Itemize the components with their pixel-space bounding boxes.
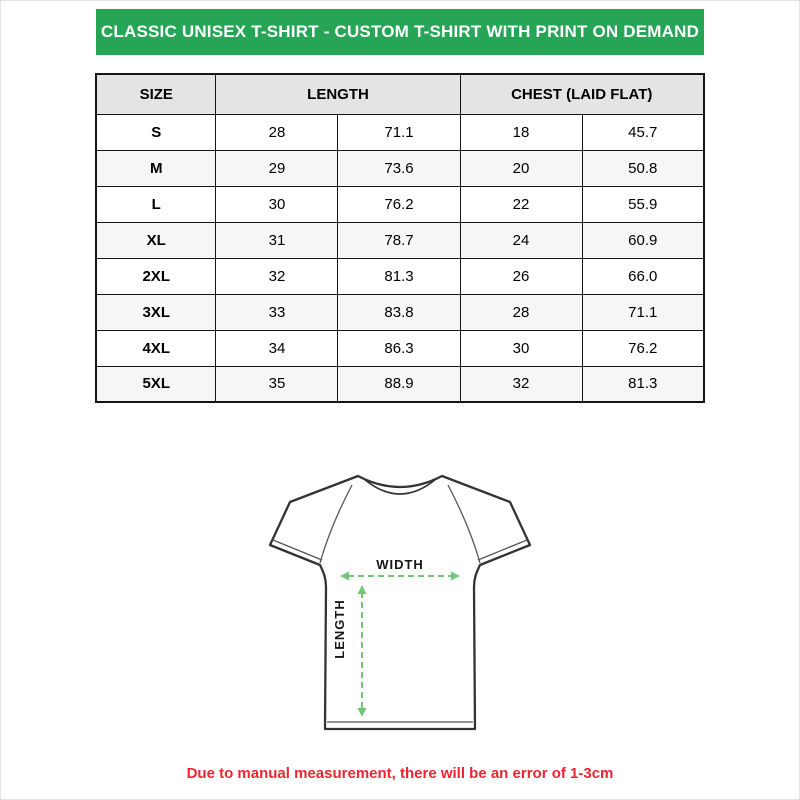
chest-in-cell: 30 (460, 330, 582, 366)
size-cell: 4XL (96, 330, 216, 366)
length-cm-cell: 73.6 (338, 150, 460, 186)
column-header-length: LENGTH (216, 74, 460, 114)
chest-cm-cell: 45.7 (582, 114, 704, 150)
length-in-cell: 30 (216, 186, 338, 222)
width-label: WIDTH (376, 557, 424, 572)
tshirt-measurement-diagram (1, 449, 799, 749)
page-title: CLASSIC UNISEX T-SHIRT - CUSTOM T-SHIRT WITH PRINT ON DEMAND (100, 22, 700, 41)
table-row (96, 150, 704, 186)
length-in-cell: 32 (216, 258, 338, 294)
table-row (96, 114, 704, 150)
tshirt-outline (270, 476, 530, 729)
chest-cm-cell: 71.1 (582, 294, 704, 330)
chest-cm-cell: 55.9 (582, 186, 704, 222)
size-cell: L (96, 186, 216, 222)
column-header-size: SIZE (96, 74, 216, 114)
length-cm-cell: 88.9 (338, 366, 460, 402)
table-row (96, 294, 704, 330)
chest-cm-cell: 81.3 (582, 366, 704, 402)
chest-cm-cell: 60.9 (582, 222, 704, 258)
length-in-cell: 33 (216, 294, 338, 330)
table-header-row (96, 74, 704, 114)
size-chart-table (95, 73, 705, 403)
length-cm-cell: 86.3 (338, 330, 460, 366)
chest-in-cell: 24 (460, 222, 582, 258)
chest-in-cell: 22 (460, 186, 582, 222)
length-cm-cell: 78.7 (338, 222, 460, 258)
length-in-cell: 35 (216, 366, 338, 402)
column-header-chest: CHEST (LAID FLAT) (460, 74, 704, 114)
length-cm-cell: 83.8 (338, 294, 460, 330)
chest-in-cell: 32 (460, 366, 582, 402)
size-cell: 2XL (96, 258, 216, 294)
length-in-cell: 34 (216, 330, 338, 366)
chest-cm-cell: 76.2 (582, 330, 704, 366)
measurement-note: Due to manual measurement, there will be an error of 1-3cm (186, 765, 614, 782)
length-in-cell: 29 (216, 150, 338, 186)
length-in-cell: 31 (216, 222, 338, 258)
size-cell: M (96, 150, 216, 186)
size-cell: 5XL (96, 366, 216, 402)
length-cm-cell: 71.1 (338, 114, 460, 150)
size-cell: 3XL (96, 294, 216, 330)
table-row (96, 258, 704, 294)
tshirt-diagram-svg (240, 449, 560, 749)
length-cm-cell: 76.2 (338, 186, 460, 222)
table-row (96, 330, 704, 366)
length-label: LENGTH (332, 599, 347, 659)
length-in-cell: 28 (216, 114, 338, 150)
chest-in-cell: 20 (460, 150, 582, 186)
chest-in-cell: 26 (460, 258, 582, 294)
chest-cm-cell: 50.8 (582, 150, 704, 186)
table-row (96, 366, 704, 402)
table-row (96, 186, 704, 222)
chest-in-cell: 18 (460, 114, 582, 150)
length-cm-cell: 81.3 (338, 258, 460, 294)
title-banner (96, 9, 704, 55)
chest-in-cell: 28 (460, 294, 582, 330)
size-cell: S (96, 114, 216, 150)
chest-cm-cell: 66.0 (582, 258, 704, 294)
table-row (96, 222, 704, 258)
size-cell: XL (96, 222, 216, 258)
